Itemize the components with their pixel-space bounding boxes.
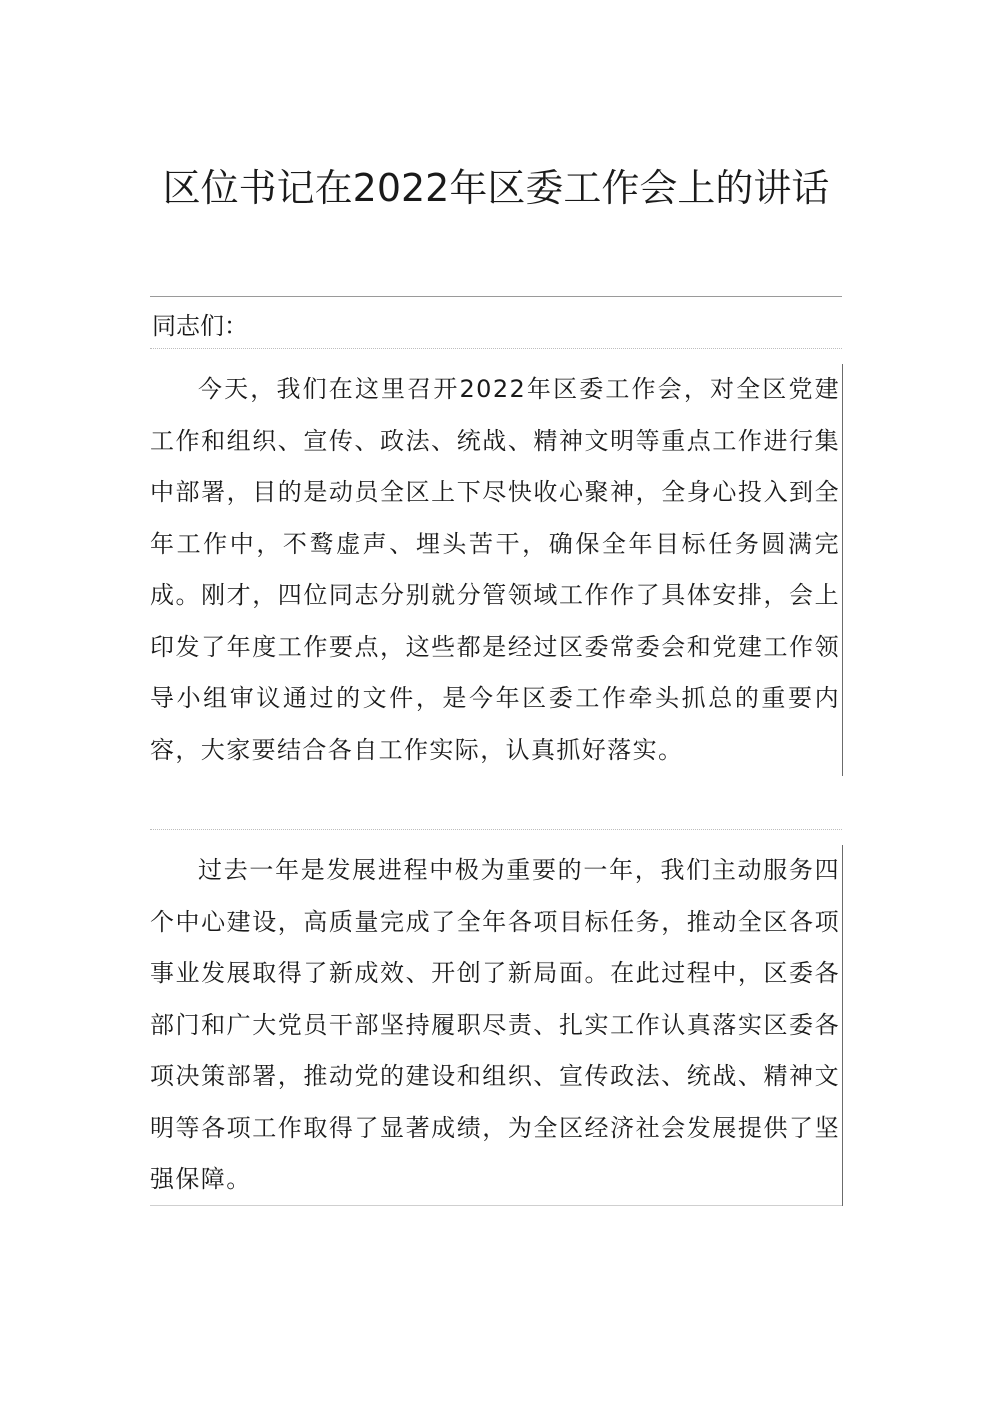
divider-dotted (150, 829, 842, 830)
document-title: 区位书记在2022年区委工作会上的讲话 (162, 166, 830, 210)
salutation: 同志们： (152, 312, 248, 340)
paragraph-2: 过去一年是发展进程中极为重要的一年，我们主动服务四个中心建设，高质量完成了全年各项目标任务，推动全区各项事业发展取得了新成效、开创了新局面。在此过程中，区委各部门和广大党员干部坚持履职尽责、扎实工作认真落实区委各项决策部署，推动党的建设和组织、宣传政法、统战、精神文明等各项工作取得了显著成绩，为全区经济社会发展提供了坚强保障。 (150, 845, 843, 1206)
divider-dotted (150, 348, 842, 349)
paragraph-1: 今天，我们在这里召开2022年区委工作会，对全区党建工作和组织、宣传、政法、统战、精神文明等重点工作进行集中部署，目的是动员全区上下尽快收心聚神，全身心投入到全年工作中，不鹜虚声、埋头苦干，确保全年目标任务圆满完成。刚才，四位同志分别就分管领域工作作了具体安排，会上印发了年度工作要点，这些都是经过区委常委会和党建工作领导小组审议通过的文件，是今年区委工作牵头抓总的重要内容，大家要结合各自工作实际，认真抓好落实。 (150, 364, 843, 776)
divider-bottom (150, 1205, 842, 1206)
divider-top (150, 296, 842, 297)
